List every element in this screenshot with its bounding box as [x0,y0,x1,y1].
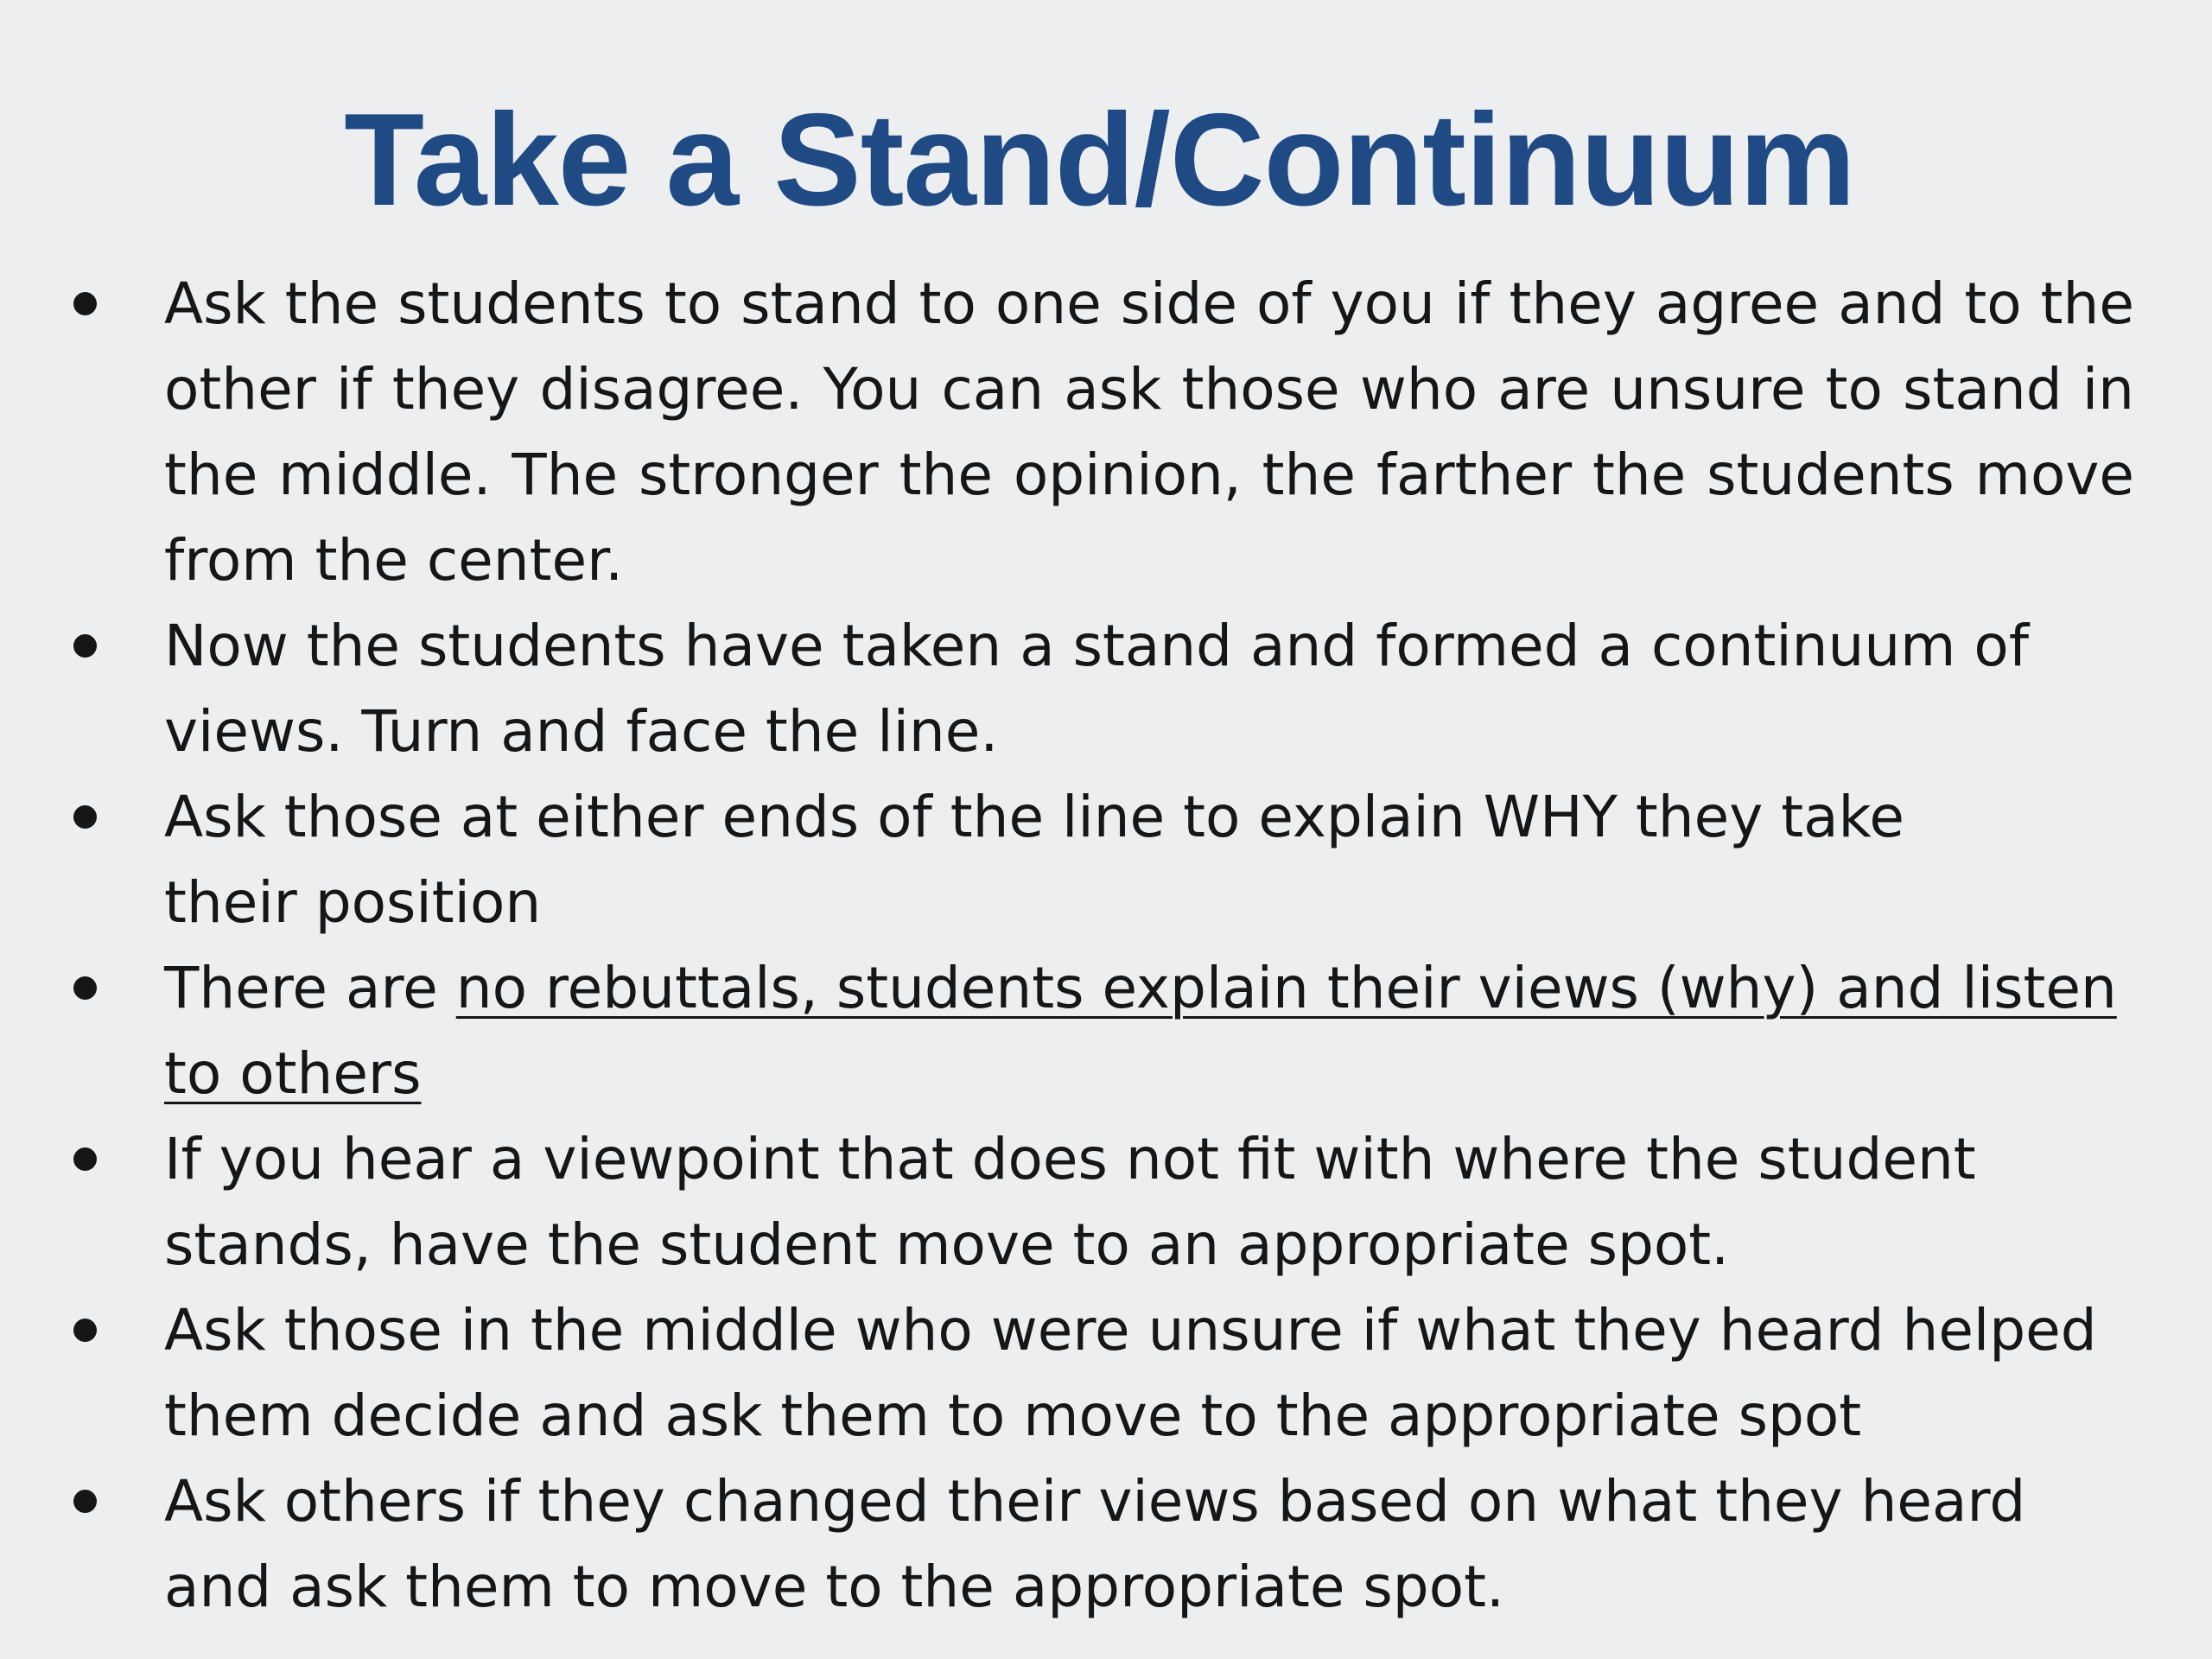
bullet-text: Ask those in the middle who were unsure if what they heard helped them decide and ask them to move to the appropriate spot [164,1297,2097,1449]
bullet-text: Ask the students to stand to one side of you if they agree and to the other if they disagree. You can ask those who are unsure to stand in the middle. The stronger the opinion, the farther the students move from the center. [164,270,2134,594]
bullet-text-prefix: There are [164,955,456,1021]
list-item [0,1116,2134,1287]
bullet-icon [73,1147,97,1171]
bullet-text: If you hear a viewpoint that does not fit with where the student stands, have the student move to an appropriate spot. [164,1126,1976,1278]
bullet-text-line: Ask those at either ends of the line to explain WHY they take [164,784,1905,850]
bullet-text: Ask others if they changed their views based on what they heard and ask them to move to the appropriate spot. [164,1468,2026,1620]
list-item [0,261,2134,603]
bullet-text: Now the students have taken a stand and formed a continuum of views. Turn and face the line. [164,613,2030,765]
bullet-icon [73,292,97,315]
bullet-icon [73,634,97,658]
list-item [0,945,2134,1116]
bullet-icon [73,1490,97,1513]
bullet-icon [73,805,97,829]
list-item [0,774,2134,945]
bullet-icon [73,976,97,1000]
bullet-text-line: their position [164,869,542,936]
bullet-icon [73,1319,97,1342]
list-item [0,1459,2134,1630]
list-item [0,603,2082,774]
list-item [0,1287,2134,1459]
slide-title: Take a Stand/Continuum [344,86,1855,233]
bullet-list [0,261,2212,1630]
bullet-text-underlined: no rebuttals, students explain their views (why) and listen to others [164,955,2117,1107]
